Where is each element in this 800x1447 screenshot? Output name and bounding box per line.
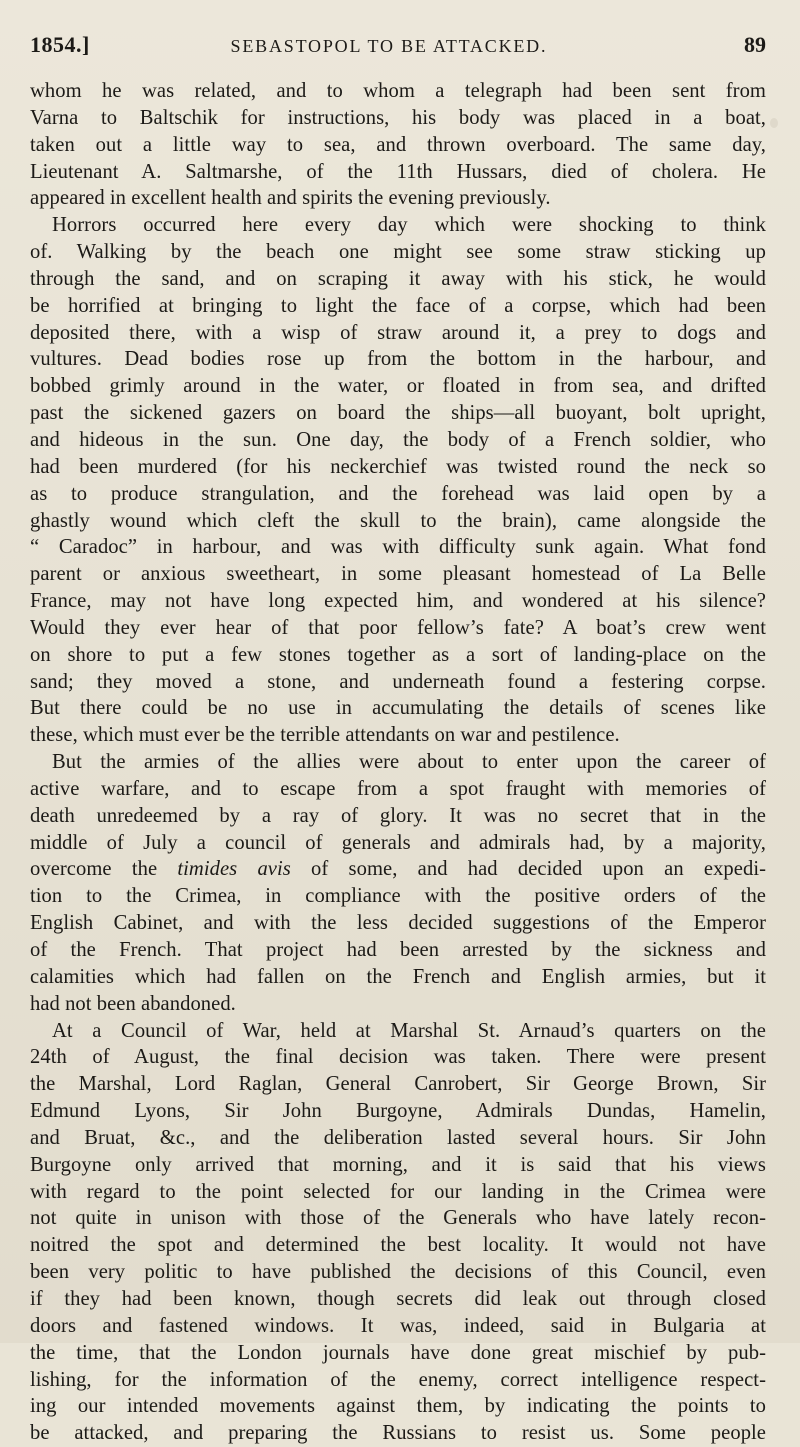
text-line: had been murdered (for his neckerchief was twisted round the neck so bbox=[30, 455, 766, 478]
text-line: whom he was related, and to whom a telegraph had been sent from bbox=[30, 80, 766, 102]
body-text bbox=[30, 78, 766, 1447]
text-line: middle of July a council of generals and admirals had, by a majority, bbox=[30, 831, 766, 854]
text-line: Varna to Baltschik for instructions, his body was placed in a boat, bbox=[30, 106, 766, 129]
text-line: lishing, for the information of the enemy, correct intelligence respect- bbox=[30, 1368, 766, 1391]
text-line: But the armies of the allies were about to enter upon the career of bbox=[52, 751, 766, 774]
text-line: Edmund Lyons, Sir John Burgoyne, Admirals Dundas, Hamelin, bbox=[30, 1100, 766, 1123]
text-line: on shore to put a few stones together as a sort of landing-place on the bbox=[30, 643, 766, 666]
text-line: with regard to the point selected for our landing in the Crimea were bbox=[30, 1180, 766, 1203]
text-line: and hideous in the sun. One day, the body of a French soldier, who bbox=[30, 428, 766, 451]
text-segment: overcome the bbox=[30, 858, 178, 881]
text-line: sand; they moved a stone, and underneath found a festering corpse. bbox=[30, 670, 766, 693]
text-line: parent or anxious sweetheart, in some pleasant homestead of La Belle bbox=[30, 563, 766, 586]
text-line bbox=[30, 856, 766, 883]
text-line: as to produce strangulation, and the forehead was laid open by a bbox=[30, 482, 766, 505]
italic-phrase: timides avis bbox=[177, 858, 291, 881]
text-line: the Marshal, Lord Raglan, General Canrobert, Sir George Brown, Sir bbox=[30, 1073, 766, 1096]
text-line: At a Council of War, held at Marshal St. Arnaud’s quarters on the bbox=[52, 1019, 766, 1042]
text-line: calamities which had fallen on the French and English armies, but it bbox=[30, 965, 766, 988]
text-line: past the sickened gazers on board the ships—all buoyant, bolt upright, bbox=[30, 402, 766, 425]
text-line: if they had been known, though secrets did leak out through closed bbox=[30, 1287, 766, 1310]
text-line: Lieutenant A. Saltmarshe, of the 11th Hussars, died of cholera. He bbox=[30, 160, 766, 183]
page-number: 89 bbox=[744, 32, 766, 57]
text-line: 24th of August, the final decision was taken. There were present bbox=[30, 1046, 766, 1069]
text-line: noitred the spot and determined the best locality. It would not have bbox=[30, 1234, 766, 1257]
text-line: be horrified at bringing to light the face of a corpse, which had been bbox=[30, 294, 766, 317]
text-line: English Cabinet, and with the less decided suggestions of the Emperor bbox=[30, 912, 766, 935]
text-line: death unredeemed by a ray of glory. It was no secret that in the bbox=[30, 804, 766, 827]
text-line: France, may not have long expected him, and wondered at his silence? bbox=[30, 590, 766, 613]
text-line: not quite in unison with those of the Generals who have lately recon- bbox=[30, 1207, 766, 1230]
text-line: “ Caradoc” in harbour, and was with difficulty sunk again. What fond bbox=[30, 536, 766, 559]
text-line: doors and fastened windows. It was, indeed, said in Bulgaria at bbox=[30, 1314, 766, 1337]
text-line: active warfare, and to escape from a spot fraught with memories of bbox=[30, 777, 766, 800]
text-line: ghastly wound which cleft the skull to the brain), came alongside the bbox=[30, 509, 766, 532]
text-line: tion to the Crimea, in compliance with the positive orders of the bbox=[30, 885, 766, 908]
text-line: taken out a little way to sea, and thrown overboard. The same day, bbox=[30, 133, 766, 156]
text-line: But there could be no use in accumulating the details of scenes like bbox=[30, 697, 766, 720]
text-line: had not been abandoned. bbox=[30, 992, 236, 1015]
text-line: deposited there, with a wisp of straw around it, a prey to dogs and bbox=[30, 321, 766, 344]
text-line: Would they ever hear of that poor fellow’s fate? A boat’s crew went bbox=[30, 616, 766, 639]
text-line: Burgoyne only arrived that morning, and it is said that his views bbox=[30, 1153, 766, 1176]
text-line: vultures. Dead bodies rose up from the bottom in the harbour, and bbox=[30, 348, 766, 371]
text-line: of the French. That project had been arrested by the sickness and bbox=[30, 939, 766, 961]
paper-stain bbox=[770, 118, 778, 128]
running-head-year: 1854.] bbox=[30, 32, 90, 57]
text-segment: of some, and had decided upon an expedi- bbox=[290, 858, 767, 881]
text-line: bobbed grimly around in the water, or floated in from sea, and drifted bbox=[30, 375, 766, 398]
text-line: be attacked, and preparing the Russians to resist us. Some people bbox=[30, 1422, 766, 1445]
text-line: been very politic to have published the decisions of this Council, even bbox=[30, 1261, 766, 1284]
text-line: ing our intended movements against them, by indicating the points to bbox=[30, 1395, 766, 1418]
text-line: Horrors occurred here every day which were shocking to think bbox=[52, 214, 766, 237]
text-line: the time, that the London journals have done great mischief by pub- bbox=[30, 1341, 766, 1364]
text-line: and Bruat, &c., and the deliberation lasted several hours. Sir John bbox=[30, 1126, 766, 1149]
text-line: of. Walking by the beach one might see some straw sticking up bbox=[30, 241, 766, 264]
running-head-title: SEBASTOPOL TO BE ATTACKED. bbox=[230, 36, 548, 56]
text-line: through the sand, and on scraping it away with his stick, he would bbox=[30, 267, 766, 290]
running-head bbox=[30, 32, 766, 72]
text-line: these, which must ever be the terrible attendants on war and pestilence. bbox=[30, 724, 620, 747]
text-line: appeared in excellent health and spirits the evening previously. bbox=[30, 187, 551, 210]
